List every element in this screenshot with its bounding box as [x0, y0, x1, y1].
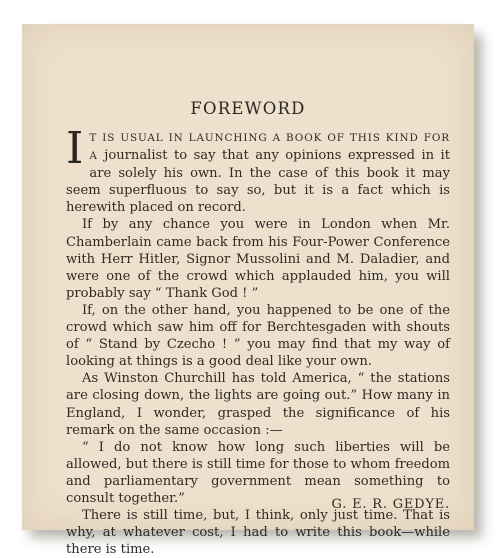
author-signature: G. E. R. GEDYE.: [331, 497, 450, 512]
paragraph-quotation: “ I do not know how long such liberties will be allowed, but there is still time for those to whom freedom and parliamentary government mean something to consult together.”: [66, 439, 450, 506]
paragraph-churchill: As Winston Churchill has told America, “ the stations are closing down, the lights are going out.” How many in England, I wonder, grasped the significance of his remark on the same occasion :—: [66, 371, 450, 438]
foreword-body: [66, 123, 450, 558]
drop-cap: I: [66, 123, 84, 174]
paragraph-closing: There is still time, but, I think, only just time. That is why, at whatever cost, I had to write this book—while there is time.: [66, 508, 450, 558]
opening-paragraph-text: journalist to say that any opinions expressed in it are solely his own. In the case of this book it may seem superfluous to say so, but it is a fact which is herewith placed on record.: [66, 148, 450, 216]
paragraph-chamberlain: If by any chance you were in London when Mr. Chamberlain came back from his Four-Power Conference with Herr Hitler, Signor Mussolini and M. Daladier, and were one of the crowd which applauded him, you will probably say “ Thank God ! ”: [66, 217, 450, 301]
opening-paragraph: [66, 123, 450, 216]
paragraph-berchtesgaden: If, on the other hand, you happened to be one of the crowd which saw him off for Berchtesgaden with shouts of “ Stand by Czecho ! ” you may find that my way of looking at things is a good deal like your own.: [66, 302, 450, 370]
foreword-heading: FOREWORD: [190, 99, 306, 118]
opening-small-caps: T IS USUAL IN LAUNCHING A BOOK OF THIS KIND FOR A: [89, 132, 450, 163]
book-page: [22, 24, 474, 558]
